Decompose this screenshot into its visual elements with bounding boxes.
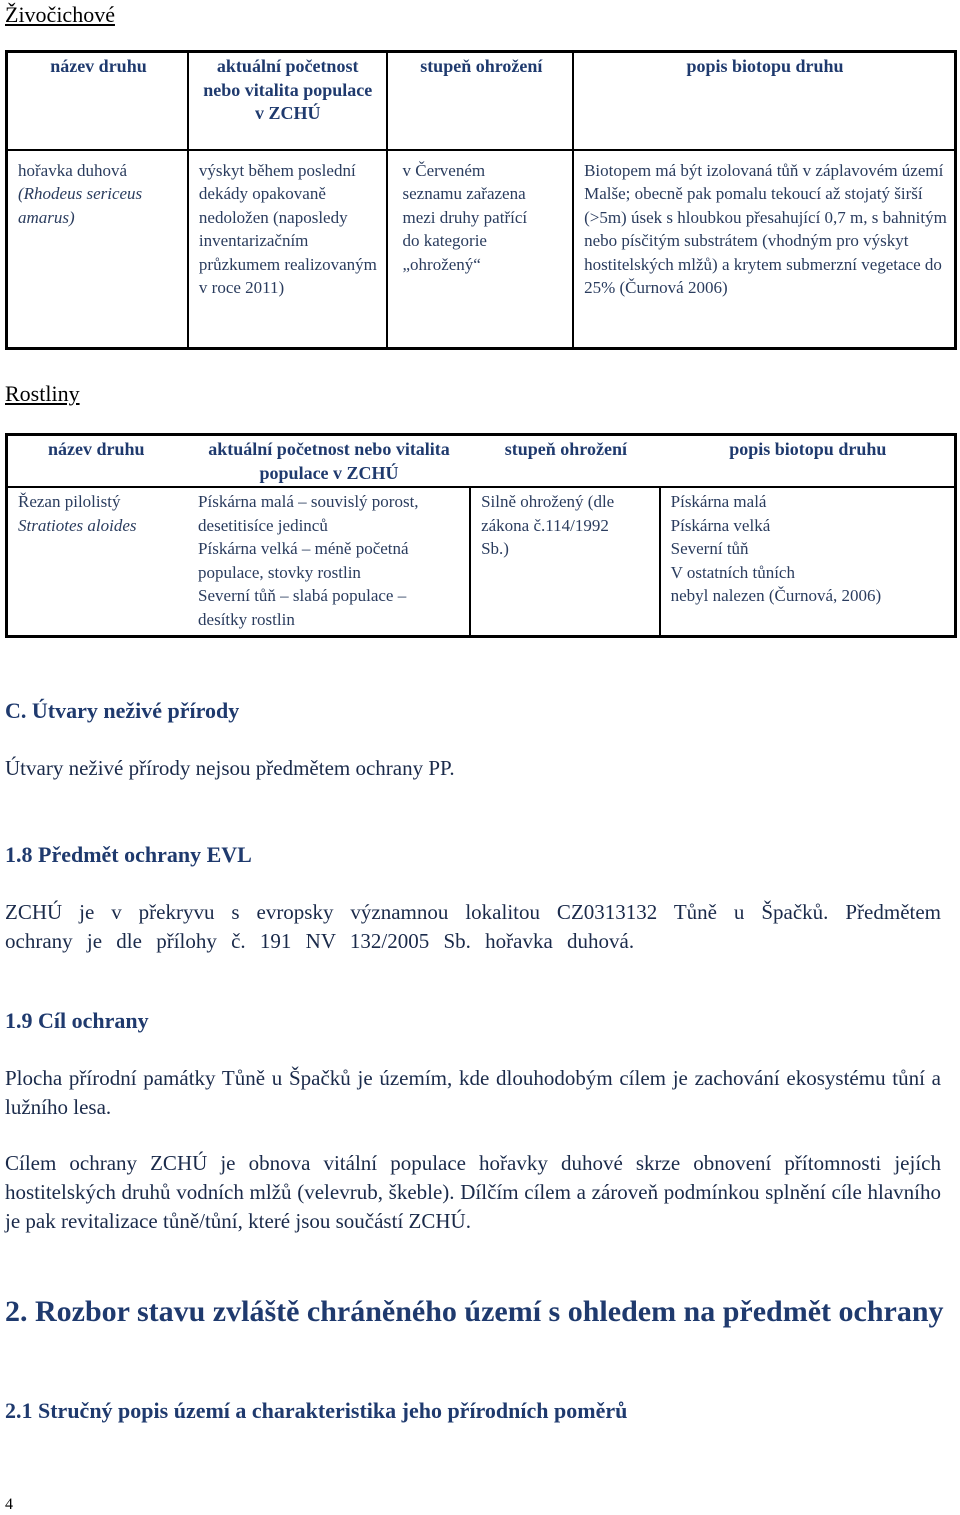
col-header-threat: stupeň ohrožení (387, 52, 573, 150)
animals-heading: Živočichové (5, 2, 115, 27)
population-line: Pískárna velká – méně početná populace, stovky rostlin (198, 539, 409, 582)
section-2-1-heading: 2.1 Stručný popis území a charakteristika jeho přírodních poměrů (5, 1398, 628, 1423)
biotope-line: V ostatních tůních (670, 562, 795, 582)
section-c-heading: C. Útvary neživé přírody (5, 698, 240, 723)
animals-table (5, 50, 957, 350)
section-1-8-text: ZCHÚ je v překryvu s evropsky významnou lokalitou CZ0313132 Tůně u Špačků. Předmětem ochrany je dle přílohy č. 191 NV 132/2005 Sb. hořavka duhová. (5, 900, 941, 953)
population-line: Pískárna malá – souvislý porost, desetitisíce jedinců (198, 492, 419, 535)
species-latin-name: (Rhodeus sericeus amarus) (18, 184, 143, 227)
col-header-name: název druhu (7, 435, 189, 488)
col-header-threat: stupeň ohrožení (470, 435, 660, 488)
population-cell (188, 487, 470, 636)
plants-heading: Rostliny (5, 381, 80, 406)
species-latin-name: Stratiotes aloides (18, 515, 137, 535)
species-name: Řezan pilolistý (18, 492, 121, 512)
population-cell: výskyt během poslední dekády opakovaně nedoložen (naposledy inventarizačním průzkumem realizovaným v roce 2011) (188, 150, 388, 349)
col-header-population: aktuální početnost nebo vitalita populace v ZCHÚ (188, 52, 388, 150)
biotope-line: Severní tůň (670, 539, 749, 559)
col-header-name: název druhu (50, 56, 147, 76)
species-name: hořavka duhová (18, 160, 128, 180)
section-c-text: Útvary neživé přírody nejsou předmětem ochrany PP. (5, 756, 455, 780)
biotope-cell: Biotopem má být izolovaná tůň v záplavovém území Malše; obecně pak pomalu tekoucí až stojatý širší (>5m) úsek s hloubkou přesahující 0,7 m, s bahnitým nebo písčitým substrátem (vhodným pro výskyt hostitelských mlžů) a krytem submerzní vegetace do 25% (Čurnová 2006) (573, 150, 955, 349)
biotope-line: nebyl nalezen (Čurnová, 2006) (670, 586, 882, 606)
biotope-line: Pískárna malá (670, 492, 767, 512)
section-1-8-heading: 1.8 Předmět ochrany EVL (5, 842, 252, 867)
section-1-9-paragraph-2: Cílem ochrany ZCHÚ je obnova vitální populace hořavky duhové skrze obnovení přítomnosti jejích hostitelských druhů vodních mlžů (velevrub, škeble). Dílčím cílem a zároveň podmínkou splnění cíle hlavního je pak revitalizace tůně/tůní, které jsou součástí ZCHÚ. (5, 1151, 941, 1233)
population-line: Severní tůň – slabá populace – desítky rostlin (198, 586, 407, 629)
plants-table (5, 433, 957, 638)
species-name-cell (7, 150, 188, 349)
section-1-9-heading: 1.9 Cíl ochrany (5, 1008, 149, 1033)
col-header-biotope: popis biotopu druhu (573, 52, 955, 150)
species-name-cell (7, 487, 189, 636)
section-2-heading: 2. Rozbor stavu zvláště chráněného území s ohledem na předmět ochrany (5, 1295, 944, 1328)
biotope-line: Pískárna velká (670, 515, 771, 535)
section-1-9-paragraph-1: Plocha přírodní památky Tůně u Špačků je územím, kde dlouhodobým cílem je zachování ekosystému tůní a lužního lesa. (5, 1066, 941, 1119)
threat-cell: Silně ohrožený (dle zákona č.114/1992 Sb.) (470, 487, 660, 636)
col-header-biotope: popis biotopu druhu (660, 435, 956, 488)
page-number: 4 (5, 1496, 13, 1513)
biotope-cell (660, 487, 956, 636)
col-header-population: aktuální početnost nebo vitalita populace v ZCHÚ (188, 435, 470, 488)
threat-cell: v Červeném seznamu zařazena mezi druhy patřící do kategorie „ohrožený“ (387, 150, 573, 349)
